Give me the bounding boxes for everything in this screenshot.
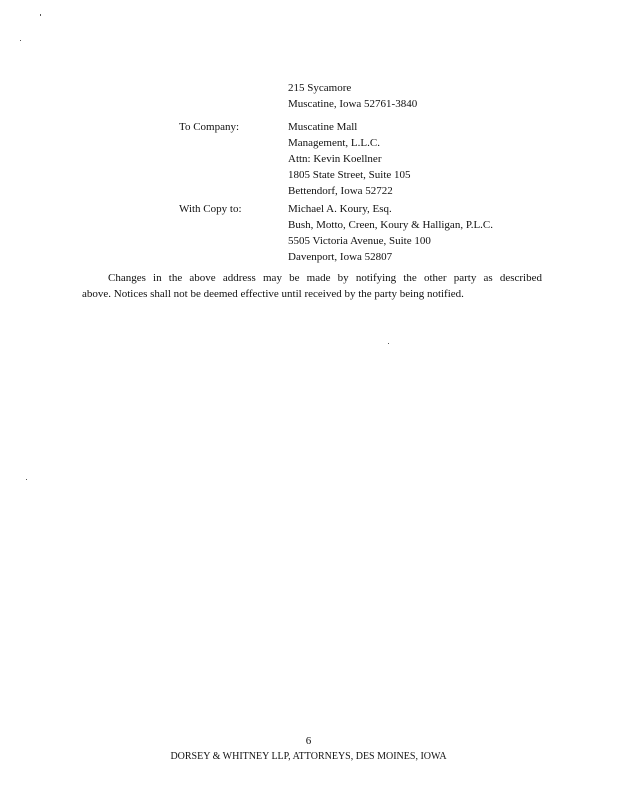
address-line: Michael A. Koury, Esq. xyxy=(288,203,392,215)
company-address-block xyxy=(288,119,411,199)
scan-speck xyxy=(20,40,21,41)
notice-paragraph xyxy=(82,270,542,302)
scan-speck xyxy=(26,479,27,480)
address-line: Muscatine Mall xyxy=(288,121,358,133)
address-line: 5505 Victoria Avenue, Suite 100 xyxy=(288,235,431,247)
paragraph-line: above. Notices shall not be deemed effective until received by the party being notified. xyxy=(82,288,464,300)
address-line: 215 Sycamore xyxy=(288,82,352,94)
address-line: Bush, Motto, Creen, Koury & Halligan, P.L.C. xyxy=(288,219,494,231)
footer-firm-line: DORSEY & WHITNEY LLP, ATTORNEYS, DES MOINES, IOWA xyxy=(170,751,447,762)
with-copy-label: With Copy to: xyxy=(179,203,242,215)
page-number: 6 xyxy=(305,735,312,747)
copy-address-block xyxy=(288,201,493,265)
scan-speck xyxy=(388,343,389,344)
address-line: 1805 State Street, Suite 105 xyxy=(288,169,411,181)
address-line: Davenport, Iowa 52807 xyxy=(288,251,393,263)
address-line: Muscatine, Iowa 52761-3840 xyxy=(288,98,418,110)
scan-speck xyxy=(40,14,41,16)
address-line: Bettendorf, Iowa 52722 xyxy=(288,185,393,197)
address-line: Attn: Kevin Koellner xyxy=(288,153,382,165)
to-company-label: To Company: xyxy=(179,121,240,133)
paragraph-line: Changes in the above address may be made by notifying the other party as described xyxy=(108,272,542,284)
address-line: Management, L.L.C. xyxy=(288,137,380,149)
top-address-block xyxy=(288,80,417,112)
